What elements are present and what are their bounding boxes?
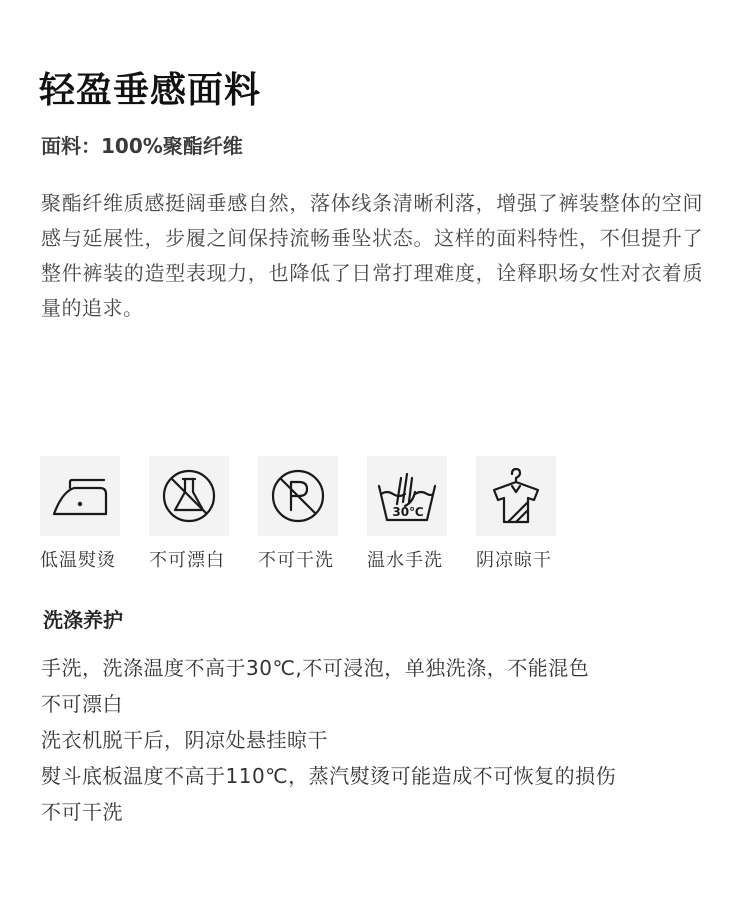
care-icon-label: 不可漂白 bbox=[149, 550, 225, 571]
wash-temp-label: 30℃ bbox=[392, 505, 424, 519]
care-section-title: 洗涤养护 bbox=[43, 608, 123, 632]
care-icon-handwash bbox=[367, 456, 476, 572]
care-instruction: 手洗，洗涤温度不高于30℃,不可浸泡，单独洗涤，不能混色 bbox=[41, 656, 590, 680]
care-icon-bleach bbox=[149, 456, 258, 572]
care-icon-shadedry bbox=[476, 456, 585, 572]
care-instruction: 熨斗底板温度不高于110℃，蒸汽熨烫可能造成不可恢复的损伤 bbox=[41, 764, 617, 788]
shade-dry-icon bbox=[476, 456, 556, 536]
care-icons-row bbox=[40, 456, 585, 572]
material-composition: 面料：100%聚酯纤维 bbox=[41, 134, 243, 158]
fabric-description: 聚酯纤维质感挺阔垂感自然，落体线条清晰利落，增强了裤装整体的空间感与延展性，步履之间保持流畅垂坠状态。这样的面料特性，不但提升了整件裤装的造型表现力，也降低了日常打理难度，诠释职场女性对衣着质量的追求。 bbox=[41, 191, 703, 320]
hand-wash-icon bbox=[367, 456, 447, 536]
care-icon-label: 温水手洗 bbox=[367, 550, 443, 571]
iron-low-icon bbox=[40, 456, 120, 536]
care-instructions-list bbox=[41, 650, 616, 830]
care-icon-dryclean bbox=[258, 456, 367, 572]
care-icon-label: 阴凉晾干 bbox=[476, 550, 552, 571]
care-instruction: 不可漂白 bbox=[41, 692, 123, 716]
care-icon-iron bbox=[40, 456, 149, 572]
care-icon-label: 低温熨烫 bbox=[40, 550, 116, 571]
care-instruction: 不可干洗 bbox=[41, 800, 123, 824]
no-dry-clean-icon bbox=[258, 456, 338, 536]
care-icon-label: 不可干洗 bbox=[258, 550, 334, 571]
care-instruction: 洗衣机脱干后，阴凉处悬挂晾干 bbox=[41, 728, 328, 752]
no-bleach-icon bbox=[149, 456, 229, 536]
page-title: 轻盈垂感面料 bbox=[39, 70, 262, 111]
